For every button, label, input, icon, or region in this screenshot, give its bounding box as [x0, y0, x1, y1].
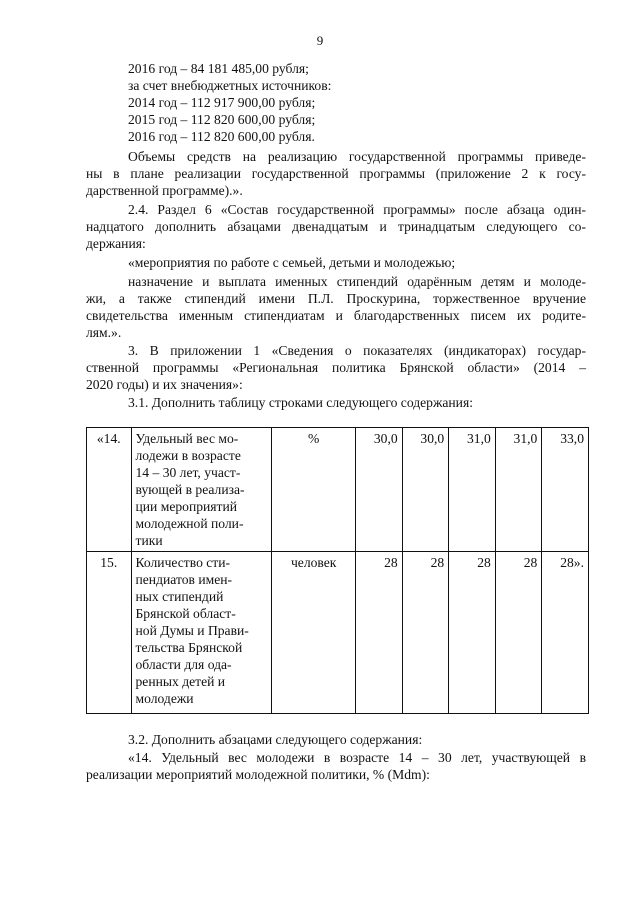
text-line: 2016 год – 84 181 485,00 рубля;: [128, 61, 309, 76]
cell-text: ных стипендий: [135, 589, 224, 604]
cell-text: Удельный вес мо-: [135, 431, 239, 446]
row-number-cell: 15.: [87, 552, 132, 714]
unit-cell: человек: [272, 552, 356, 714]
paragraph-line: жи, а также стипендий имени П.Л. Проскурина, торжественное вручение: [86, 291, 586, 306]
cell-text: молодежной поли-: [135, 516, 244, 531]
paragraph-line: дарственной программе).».: [86, 183, 243, 198]
table-row: [87, 552, 589, 714]
paragraph-line: лям.».: [86, 325, 122, 340]
text-line: 2016 год – 112 820 600,00 рубля.: [128, 129, 315, 144]
cell-text: пендиатов имен-: [135, 572, 233, 587]
unit-cell: %: [272, 428, 356, 552]
paragraph-line: 2.4. Раздел 6 «Состав государственной программы» после абзаца один-: [128, 202, 586, 217]
value-cell: 31,0: [449, 428, 496, 552]
indicators-table: [86, 427, 589, 714]
paragraph-line: держания:: [86, 236, 146, 251]
value-cell: 28: [449, 552, 496, 714]
page-number: 9: [316, 33, 324, 48]
paragraph-line: 3.2. Дополнить абзацами следующего содержания:: [128, 732, 423, 747]
value-cell: 28: [356, 552, 403, 714]
paragraph-line: реализации мероприятий молодежной политики, % (Mdm):: [86, 767, 430, 782]
paragraph-line: свидетельства именным стипендиатам и благодарственных писем их родите-: [86, 308, 586, 323]
paragraph-line: назначение и выплата именных стипендий одарённым детям и молоде-: [128, 274, 586, 289]
cell-text: лодежи в возрасте: [135, 448, 241, 463]
paragraph-line: надцатого дополнить абзацами двенадцатым и тринадцатым следующего со-: [86, 219, 586, 234]
text-line: 2014 год – 112 917 900,00 рубля;: [128, 95, 316, 110]
cell-text: 14 – 30 лет, участ-: [135, 465, 241, 480]
value-cell: 28».: [542, 552, 589, 714]
cell-text: тики: [135, 533, 163, 548]
value-cell: 33,0: [542, 428, 589, 552]
cell-text: Брянской област-: [135, 606, 236, 621]
cell-text: молодежи: [135, 691, 194, 706]
paragraph-line: ны в плане реализации государственной программы (приложение 2 к госу-: [86, 166, 586, 181]
paragraph-line: 3.1. Дополнить таблицу строками следующего содержания:: [128, 395, 473, 410]
indicator-name-cell: [131, 552, 272, 714]
cell-text: ной Думы и Прави-: [135, 623, 249, 638]
cell-text: вующей в реализа-: [135, 482, 245, 497]
value-cell: 28: [495, 552, 542, 714]
cell-text: тельства Брянской: [135, 640, 243, 655]
quote-line: «мероприятия по работе с семьей, детьми и молодежью;: [128, 255, 456, 270]
cell-text: ции мероприятий: [135, 499, 238, 514]
value-cell: 31,0: [495, 428, 542, 552]
row-number-cell: «14.: [87, 428, 132, 552]
value-cell: 30,0: [402, 428, 449, 552]
paragraph-line: «14. Удельный вес молодежи в возрасте 14 – 30 лет, участвующей в: [128, 750, 586, 765]
table-row: [87, 428, 589, 552]
text-line: 2015 год – 112 820 600,00 рубля;: [128, 112, 316, 127]
paragraph-line: Объемы средств на реализацию государственной программы приведе-: [128, 149, 586, 164]
cell-text: Количество сти-: [135, 555, 231, 570]
indicator-name-cell: [131, 428, 272, 552]
text-line: за счет внебюджетных источников:: [128, 78, 332, 93]
value-cell: 30,0: [356, 428, 403, 552]
cell-text: ренных детей и: [135, 674, 226, 689]
cell-text: области для ода-: [135, 657, 232, 672]
paragraph-line: ственной программы «Региональная политика Брянской области» (2014 –: [86, 360, 586, 375]
paragraph-line: 2020 годы) и их значения»:: [86, 377, 243, 392]
value-cell: 28: [402, 552, 449, 714]
paragraph-line: 3. В приложении 1 «Сведения о показателях (индикаторах) государ-: [128, 343, 586, 358]
